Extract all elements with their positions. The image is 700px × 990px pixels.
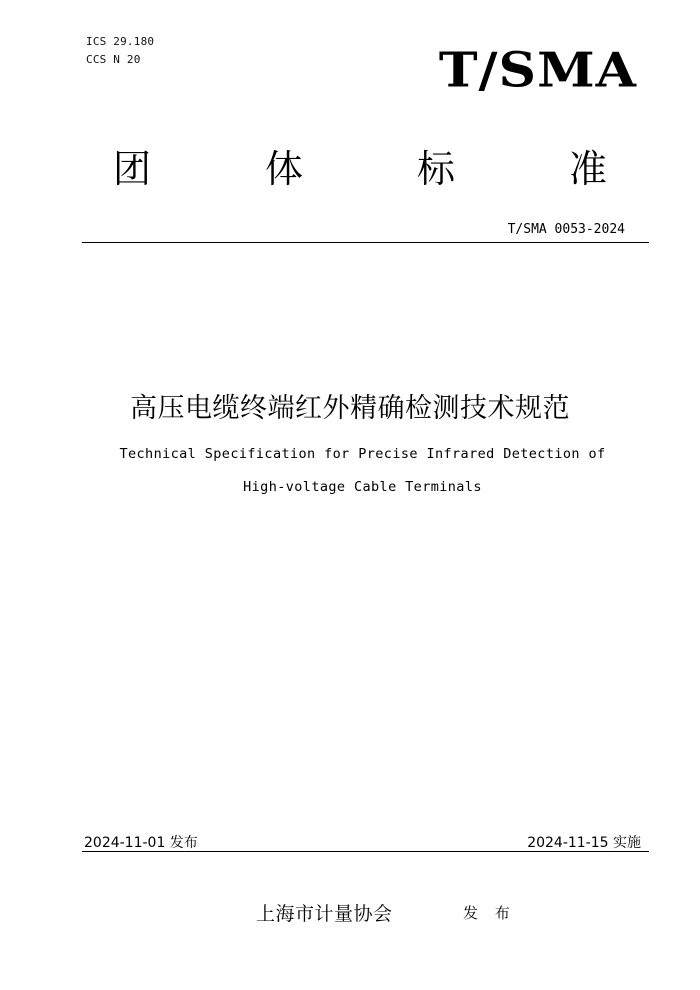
standard-type-heading [110,144,610,194]
standard-number: T/SMA 0053-2024 [507,222,625,237]
implementation-date: 2024-11-15 实施 [527,835,641,851]
standard-type-char: 准 [568,147,607,191]
issue-date: 2024-11-01 发布 [84,835,198,851]
chinese-title: 高压电缆终端红外精确检测技术规范 [130,393,570,424]
standard-type-char: 团 [112,147,151,191]
standard-type-char: 体 [264,147,303,191]
english-title-line-2: High-voltage Cable Terminals [243,479,482,495]
top-divider [82,242,649,243]
publisher-name: 上海市计量协会 [256,903,393,925]
english-title-line-1: Technical Specification for Precise Infrared Detection of [119,446,606,462]
ics-code: ICS 29.180 [86,35,155,48]
bottom-divider [82,851,649,852]
publish-label: 发 布 [463,904,516,922]
brand-logo-text: T/SMA [438,42,637,99]
ccs-code: CCS N 20 [86,53,141,66]
standard-type-char: 标 [416,147,455,191]
